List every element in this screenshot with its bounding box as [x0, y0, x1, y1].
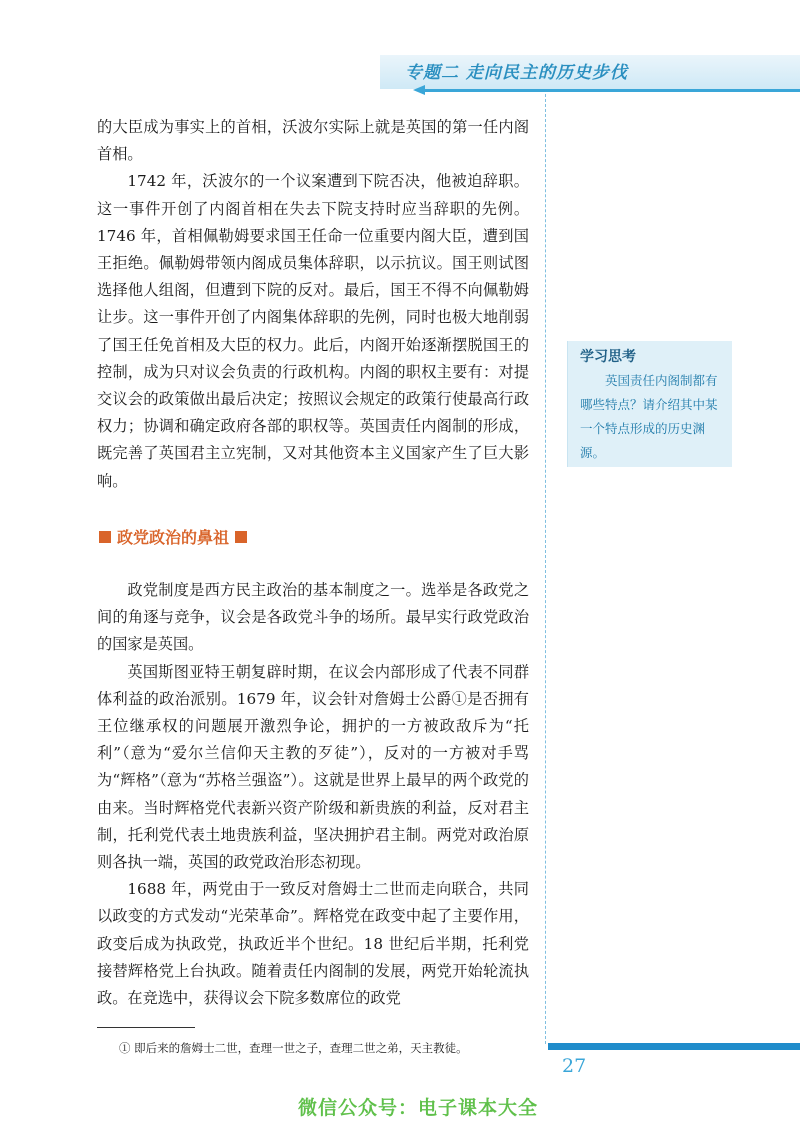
sidebar-title: 学习思考 [580, 349, 636, 365]
square-bullet-icon [99, 531, 111, 543]
footer-bar [548, 1043, 800, 1050]
column-divider [545, 94, 546, 1044]
footnote-rule [97, 1027, 195, 1028]
footnote: ① 即后来的詹姆士二世，查理一世之子，查理二世之弟，天主教徒。 [119, 1041, 468, 1055]
page-number: 27 [562, 1055, 587, 1077]
paragraph: 1742 年，沃波尔的一个议案遭到下院否决，他被迫辞职。这一事件开创了内阁首相在失去下院支持时应当辞职的先例。1746 年，首相佩勒姆要求国王任命一位重要内阁大臣，遭到国王拒绝。佩勒姆带领内阁成员集体辞职，以示抗议。国王则试图选择他人组阁，但遭到下院的反对。最后，国王不得不向佩勒姆让步。这一事件开创了内阁集体辞职的先例，同时也极大地削弱了国王任免首相及大臣的权力。此后，内阁开始逐渐摆脱国王的控制，成为只对议会负责的行政机构。内阁的职权主要有：对提交议会的政策做出最后决定；按照议会规定的政策行使最高行政权力；协调和确定政府各部的职权等。英国责任内阁制的形成，既完善了英国君主立宪制，又对其他资本主义国家产生了巨大影响。 [97, 172, 529, 490]
section-heading [99, 525, 247, 548]
paragraph: 政党制度是西方民主政治的基本制度之一。选举是各政党之间的角逐与竞争，议会是各政党斗争的场所。最早实行政党政治的国家是英国。 [97, 581, 529, 654]
chapter-header-title: 专题二 走向民主的历史步伐 [405, 63, 628, 83]
watermark: 微信公众号：电子课本大全 [298, 1097, 539, 1119]
section1-body [97, 114, 529, 495]
sidebar-text: 英国责任内阁制都有哪些特点？请介绍其中某一个特点形成的历史渊源。 [580, 373, 718, 460]
section2-body [97, 577, 529, 1012]
paragraph: 的大臣成为事实上的首相，沃波尔实际上就是英国的第一任内阁首相。 [97, 118, 529, 164]
section-heading-text: 政党政治的鼻祖 [117, 528, 230, 547]
study-thinking-box [567, 341, 732, 467]
paragraph: 英国斯图亚特王朝复辟时期，在议会内部形成了代表不同群体利益的政治派别。1679 年，议会针对詹姆士公爵①是否拥有王位继承权的问题展开激烈争论，拥护的一方被政敌斥为“托利”（意为“爱尔兰信仰天主教的歹徒”），反对的一方被对手骂为“辉格”（意为“苏格兰强盗”）。这就是世界上最早的两个政党的由来。当时辉格党代表新兴资产阶级和新贵族的利益，反对君主制，托利党代表土地贵族利益，坚决拥护君主制。两党对政治原则各执一端，英国的政党政治形态初现。 [97, 662, 529, 872]
paragraph: 1688 年，两党由于一致反对詹姆士二世而走向联合，共同以政变的方式发动“光荣革命”。辉格党在政变中起了主要作用，政变后成为执政党，执政近半个世纪。18 世纪后半期，托利党接替辉格党上台执政。随着责任内阁制的发展，两党开始轮流执政。在竞选中，获得议会下院多数席位的政党 [97, 880, 529, 1008]
header-arrow-icon [413, 85, 425, 95]
square-bullet-icon [235, 531, 247, 543]
header-rule [425, 89, 800, 92]
